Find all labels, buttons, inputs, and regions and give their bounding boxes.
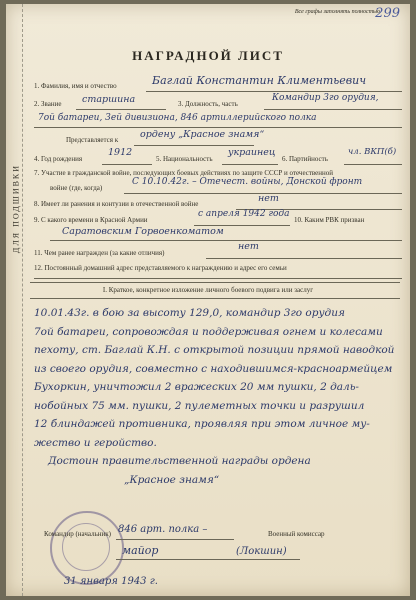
narrative-line: нобойных 75 мм. пушки, 2 пулеметных точки и разрушил: [34, 399, 365, 412]
field-7-value: С 10.10.42г. – Отечест. войны, Донской фронт: [132, 177, 363, 187]
signature-name: (Локшин): [236, 546, 287, 557]
field-10-label: 10. Каким РВК призван: [294, 216, 365, 224]
field-11-value: нет: [238, 241, 259, 252]
binding-label: ДЛЯ ПОДШИВКИ: [11, 163, 21, 254]
field-6-label: 6. Партийность: [282, 155, 328, 163]
field-2-value: старшина: [82, 94, 136, 105]
field-10-line: [50, 240, 402, 241]
award-value: ордену „Красное знамя“: [140, 129, 265, 140]
signature-line-commander: [116, 539, 234, 540]
narrative-line: 10.01.43г. в бою за высоту 129,0, командир 3го орудия: [34, 307, 345, 319]
field-6-line: [344, 164, 402, 165]
field-10-value: Саратовским Горвоенкоматом: [62, 226, 224, 237]
narrative-line: Бухоркин, уничтожил 2 вражеских 20 мм пушки, 2 даль-: [34, 381, 359, 393]
field-3-line-b: [34, 127, 402, 128]
narrative-line: из своего орудия, совместно с находившимся-красноармейцем: [34, 362, 393, 375]
binding-strip: [6, 4, 23, 596]
field-3-value-b: 7ой батареи, 3ей дивизиона, 846 артиллерийского полка: [38, 113, 317, 123]
field-3-label: 3. Должность, часть: [178, 100, 238, 108]
signature-label: Командир (начальник): [44, 530, 111, 538]
field-4-line: [102, 164, 152, 165]
field-12-line: [34, 278, 402, 279]
section-bottom-rule: [30, 298, 400, 299]
section-top-rule: [30, 282, 400, 283]
field-11-label: 11. Чем ранее награжден (за какие отличия): [34, 249, 165, 257]
field-7-label-b: войне (где, когда): [50, 184, 103, 192]
fill-instruction: Все графы заполнять полностью: [294, 9, 380, 15]
signature-unit: 846 арт. полка –: [118, 524, 208, 535]
field-2-label: 2. Звание: [34, 100, 62, 108]
official-stamp: [50, 511, 124, 585]
field-5-label: 5. Национальность: [156, 155, 213, 163]
narrative-line: пехоту, ст. Баглай К.Н. с открытой позиции прямой наводкой: [34, 344, 395, 356]
field-2-line: [76, 109, 166, 110]
field-3-line-a: [264, 109, 402, 110]
award-sheet: [6, 4, 410, 596]
field-12-label: 12. Постоянный домашний адрес представляемого к награждению и адрес его семьи: [34, 264, 287, 272]
narrative-line: 12 блиндажей противника, проявляя при этом личное му-: [34, 418, 370, 430]
field-8-label: 8. Имеет ли ранения и контузии в отечественной войне: [34, 200, 199, 208]
field-11-line: [206, 258, 402, 259]
field-9-label: 9. С какого времени в Красной Армии: [34, 216, 148, 224]
field-1-label: 1. Фамилия, имя и отчество: [34, 82, 117, 90]
award-line: [134, 145, 254, 146]
field-9-value: с апреля 1942 года: [198, 209, 290, 219]
field-4-label: 4. Год рождения: [34, 155, 83, 163]
field-1-line: [146, 91, 402, 92]
field-4-value: 1912: [108, 147, 133, 158]
section-title: I. Краткое, конкретное изложение личного боевого подвига или заслуг: [102, 286, 314, 294]
signature-rank: майор: [122, 544, 159, 557]
page-title: НАГРАДНОЙ ЛИСТ: [132, 48, 284, 63]
signature-date: 31 января 1943 г.: [64, 576, 158, 587]
narrative-line: „Красное знамя“: [124, 473, 220, 486]
narrative-text: [34, 304, 404, 489]
award-label: Представляется к: [66, 136, 119, 144]
signature-line-name: [116, 559, 300, 560]
narrative-line: Достоин правительственной награды ордена: [48, 455, 311, 467]
commissar-label: Военный комиссар: [268, 530, 325, 538]
narrative-line: жество и геройство.: [34, 436, 157, 449]
narrative-line: 7ой батареи, сопровождая и поддерживая огнем и колесами: [34, 325, 383, 338]
field-1-value: Баглай Константин Климентьевич: [152, 74, 367, 87]
field-6-value: чл. ВКП(б): [348, 147, 397, 157]
field-8-value: нет: [258, 193, 279, 204]
sheet-number: 299: [375, 6, 400, 21]
field-5-value: украинец: [228, 147, 276, 158]
field-7-label-a: 7. Участие в гражданской войне, последующих боевых действиях по защите СССР и отечественной: [34, 169, 334, 177]
field-3-value-a: Командир 3го орудия,: [272, 93, 379, 103]
field-5-line: [222, 164, 278, 165]
